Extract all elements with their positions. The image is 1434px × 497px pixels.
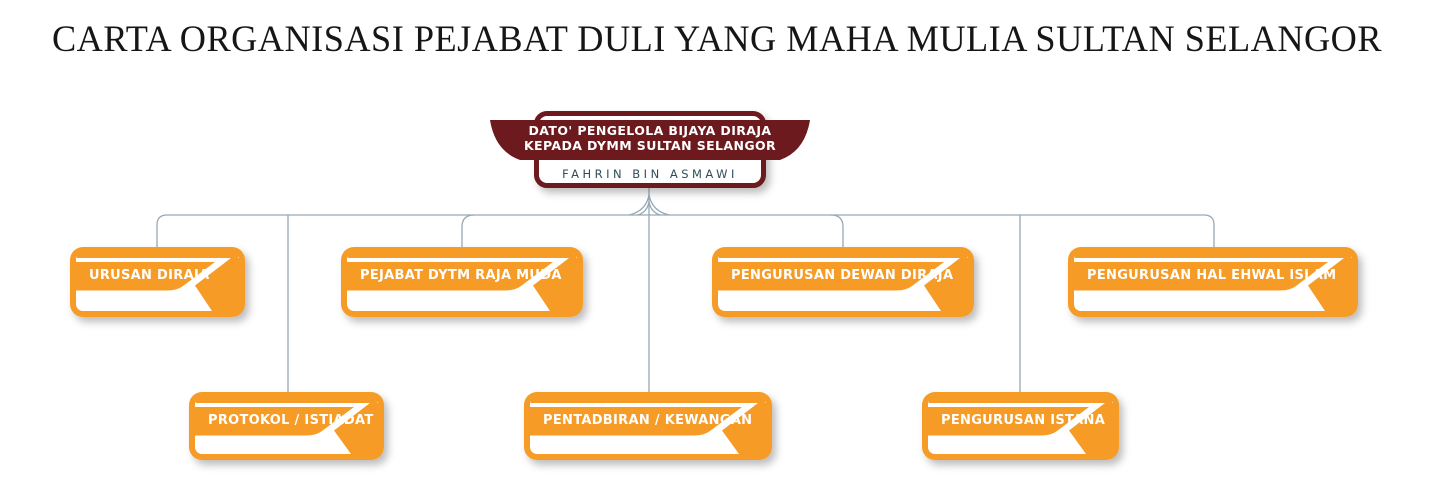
dept-box-pengurusan-istana bbox=[922, 392, 1119, 460]
root-node bbox=[489, 108, 811, 190]
root-node-title bbox=[489, 123, 811, 153]
root-node-title-line2: KEPADA DYMM SULTAN SELANGOR bbox=[523, 138, 777, 153]
chart-title: CARTA ORGANISASI PEJABAT DULI YANG MAHA MULIA SULTAN SELANGOR bbox=[51, 19, 1383, 60]
root-node-title-line1: DATO' PENGELOLA BIJAYA DIRAJA bbox=[528, 123, 772, 138]
dept-box-pentadbiran-kewangan bbox=[524, 392, 772, 460]
dept-box-urusan-diraja bbox=[70, 247, 245, 317]
dept-box-pengurusan-dewan-diraja bbox=[712, 247, 974, 317]
dept-label: URUSAN DIRAJA bbox=[89, 268, 210, 283]
root-node-person-name: FAHRIN BIN ASMAWI bbox=[562, 167, 738, 181]
dept-label: PENGURUSAN DEWAN DIRAJA bbox=[731, 268, 954, 283]
dept-label: PENGURUSAN HAL EHWAL ISLAM bbox=[1087, 268, 1337, 283]
dept-box-pengurusan-hal-ehwal-islam bbox=[1068, 247, 1358, 317]
dept-label: PENGURUSAN ISTANA bbox=[941, 413, 1106, 428]
dept-box-protokol-istiadat bbox=[189, 392, 384, 460]
dept-label: PENTADBIRAN / KEWANGAN bbox=[543, 413, 753, 428]
dept-label: PEJABAT DYTM RAJA MUDA bbox=[360, 268, 562, 283]
dept-box-pejabat-dytm-raja-muda bbox=[341, 247, 583, 317]
dept-label: PROTOKOL / ISTIADAT bbox=[208, 413, 374, 428]
